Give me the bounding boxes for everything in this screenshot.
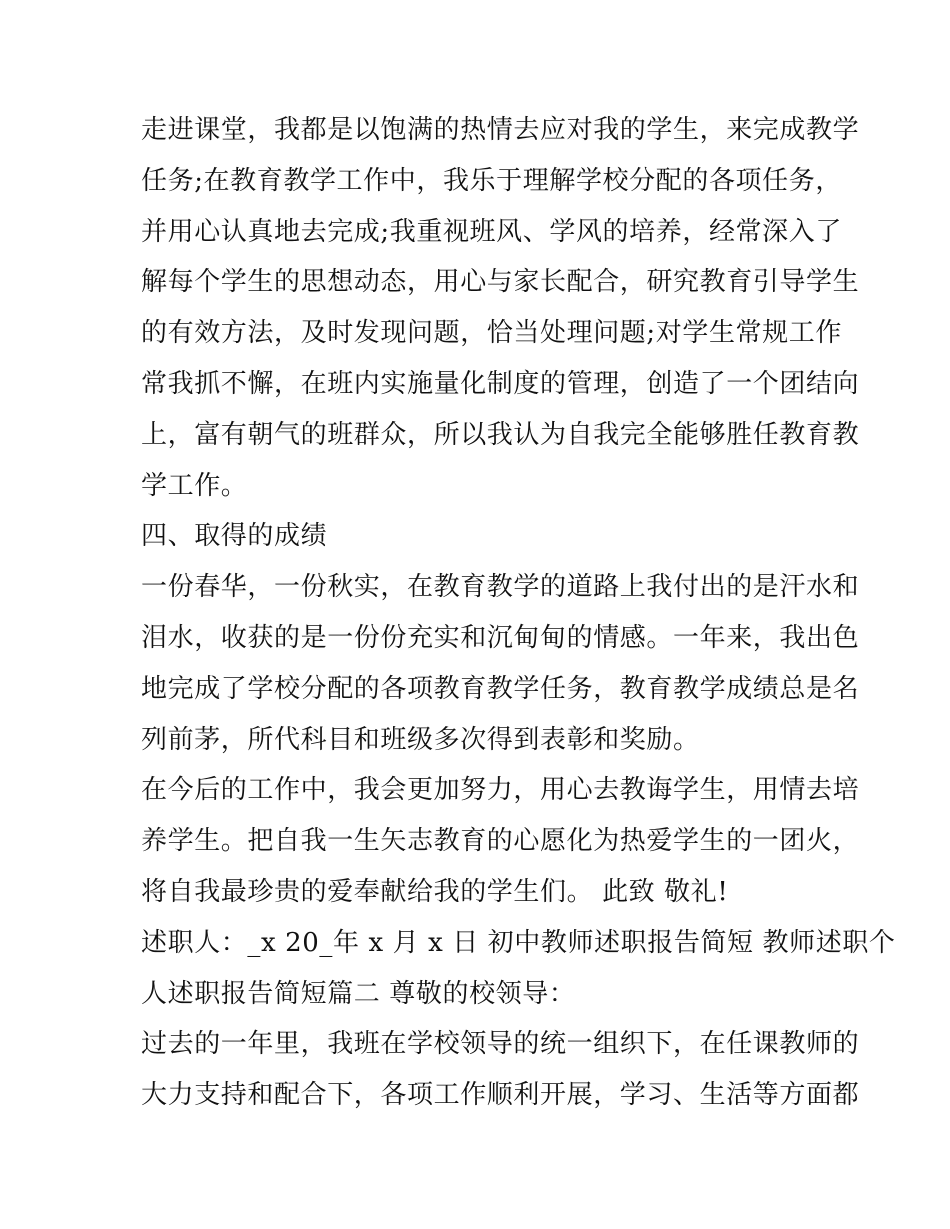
text-line: 过去的一年里，我班在学校领导的统一组织下，在任课教师的 xyxy=(141,1029,860,1060)
text-line: 并用心认真地去完成;我重视班风、学风的培养，经常深入了 xyxy=(141,216,842,247)
text-line: 常我抓不懈，在班内实施量化制度的管理，创造了一个团结向 xyxy=(141,368,860,399)
text-line: 的有效方法，及时发现问题，恰当处理问题;对学生常规工作 xyxy=(141,318,842,349)
text-line: 泪水，收获的是一份份充实和沉甸甸的情感。一年来，我出色 xyxy=(141,622,860,653)
text-line: 人述职报告简短篇二 尊敬的校领导： xyxy=(141,978,576,1009)
document-body xyxy=(141,105,896,1121)
text-line: 养学生。把自我一生矢志教育的心愿化为热爱学生的一团火， xyxy=(141,826,860,857)
text-line: 述职人：_x 20_年 x 月 x 日 初中教师述职报告简短 教师述职个 xyxy=(141,927,896,958)
text-line: 将自我最珍贵的爱奉献给我的学生们。 此致 敬礼! xyxy=(141,876,729,907)
text-line: 地完成了学校分配的各项教育教学任务，教育教学成绩总是名 xyxy=(141,673,860,704)
section-heading: 四、取得的成绩 xyxy=(141,521,328,552)
text-line: 走进课堂，我都是以饱满的热情去应对我的学生，来完成教学 xyxy=(141,115,860,145)
text-line: 上，富有朝气的班群众，所以我认为自我完全能够胜任教育教 xyxy=(141,419,860,450)
text-line: 一份春华，一份秋实，在教育教学的道路上我付出的是汗水和 xyxy=(141,572,860,603)
text-line: 学工作。 xyxy=(141,470,248,501)
text-line: 解每个学生的思想动态，用心与家长配合，研究教育引导学生 xyxy=(141,267,860,298)
text-line: 列前茅，所代科目和班级多次得到表彰和奖励。 xyxy=(141,724,700,755)
text-line: 在今后的工作中，我会更加努力，用心去教诲学生，用情去培 xyxy=(141,775,860,806)
text-line: 大力支持和配合下，各项工作顺利开展，学习、生活等方面都 xyxy=(141,1080,860,1111)
text-line: 任务;在教育教学工作中，我乐于理解学校分配的各项任务， xyxy=(141,165,842,196)
